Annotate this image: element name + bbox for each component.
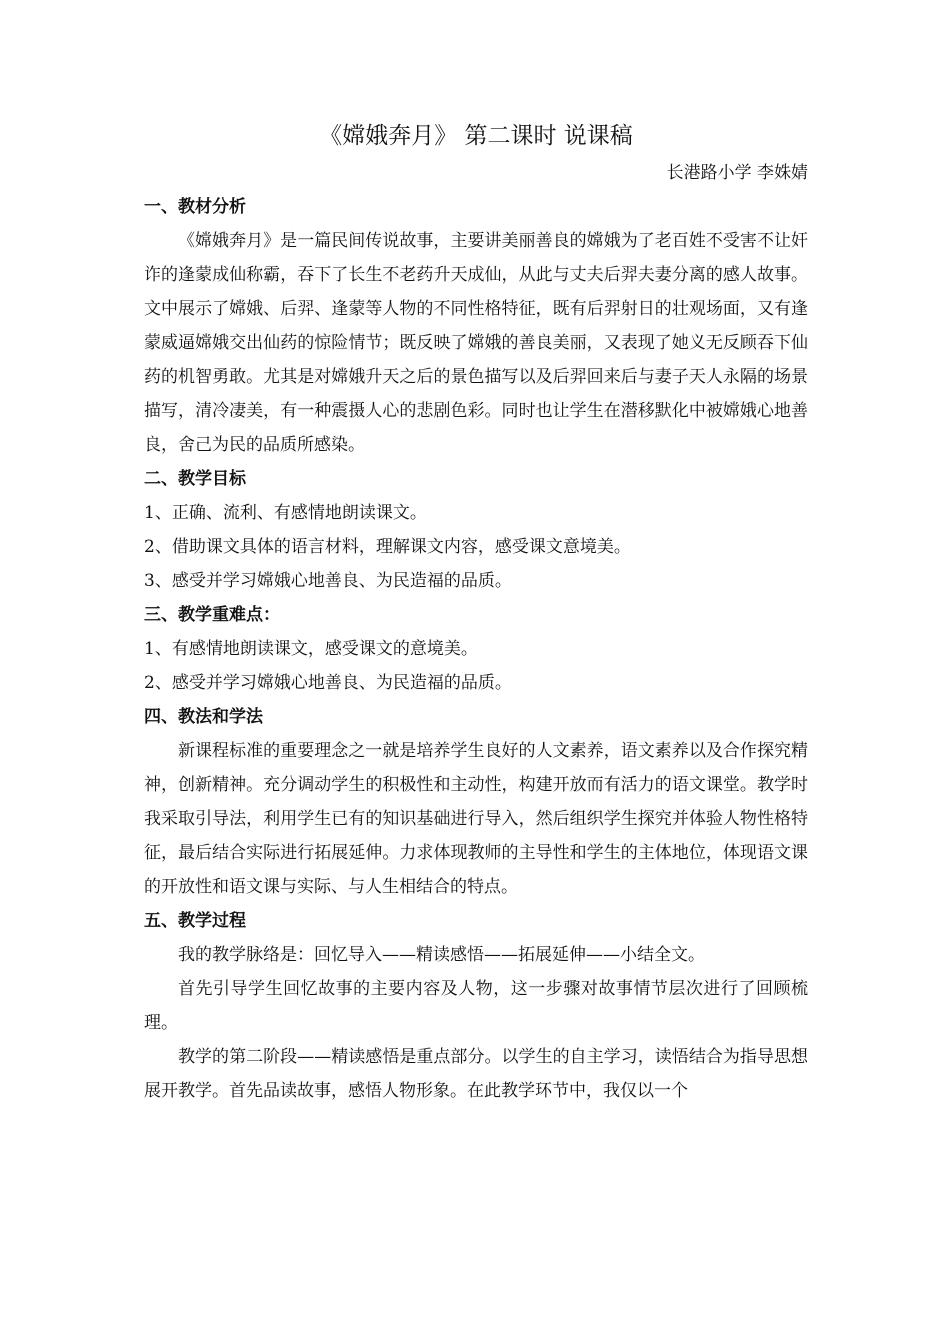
- list-item: 2、感受并学习嫦娥心地善良、为民造福的品质。: [144, 673, 512, 693]
- section-teaching-process: [144, 904, 808, 1108]
- paragraph: 新课程标准的重要理念之一就是培养学生良好的人文素养，语文素养以及合作探究精神，创新精神。充分调动学生的积极性和主动性，构建开放而有活力的语文课堂。教学时我采取引导法，利用学生已有的知识基础进行导入，然后组织学生探究并体验人物性格特征，最后结合实际进行拓展延伸。力求体现教师的主导性和学生的主体地位，体现语文课的开放性和语文课与实际、与人生相结合的特点。: [144, 741, 808, 897]
- list-item: 2、借助课文具体的语言材料，理解课文内容，感受课文意境美。: [144, 537, 631, 557]
- paragraph: 教学的第二阶段——精读感悟是重点部分。以学生的自主学习，读悟结合为指导思想展开教学。首先品读故事，感悟人物形象。在此教学环节中，我仅以一个: [144, 1047, 808, 1101]
- paragraph: 我的教学脉络是：回忆导入——精读感悟——拓展延伸——小结全文。: [178, 945, 705, 965]
- section-teaching-goals: [144, 462, 808, 598]
- section-heading: 三、教学重难点：: [144, 605, 280, 625]
- section-heading: 一、教材分析: [144, 197, 246, 217]
- section-key-difficulties: [144, 598, 808, 700]
- document-author: 长港路小学 李姝婧: [666, 163, 808, 183]
- section-teaching-methods: [144, 700, 808, 904]
- section-textbook-analysis: [144, 190, 808, 462]
- list-item: 1、有感情地朗读课文，感受课文的意境美。: [144, 639, 478, 659]
- document-title: 《嫦娥奔月》 第二课时 说课稿: [319, 123, 633, 149]
- section-heading: 五、教学过程: [144, 911, 246, 931]
- section-heading: 四、教法和学法: [144, 707, 263, 727]
- section-heading: 二、教学目标: [144, 469, 246, 489]
- paragraph: 首先引导学生回忆故事的主要内容及人物，这一步骤对故事情节层次进行了回顾梳理。: [144, 979, 808, 1033]
- paragraph: 《嫦娥奔月》是一篇民间传说故事，主要讲美丽善良的嫦娥为了老百姓不受害不让奸诈的逢蒙成仙称霸，吞下了长生不老药升天成仙，从此与丈夫后羿夫妻分离的感人故事。文中展示了嫦娥、后羿、逢蒙等人物的不同性格特征，既有后羿射日的壮观场面，又有逢蒙威逼嫦娥交出仙药的惊险情节；既反映了嫦娥的善良美丽，又表现了她义无反顾吞下仙药的机智勇敢。尤其是对嫦娥升天之后的景色描写以及后羿回来后与妻子天人永隔的场景描写，清冷凄美，有一种震摄人心的悲剧色彩。同时也让学生在潜移默化中被嫦娥心地善良，舍己为民的品质所感染。: [144, 231, 808, 455]
- list-item: 1、正确、流利、有感情地朗读课文。: [144, 503, 427, 523]
- list-item: 3、感受并学习嫦娥心地善良、为民造福的品质。: [144, 571, 512, 591]
- document-body: [144, 116, 808, 1108]
